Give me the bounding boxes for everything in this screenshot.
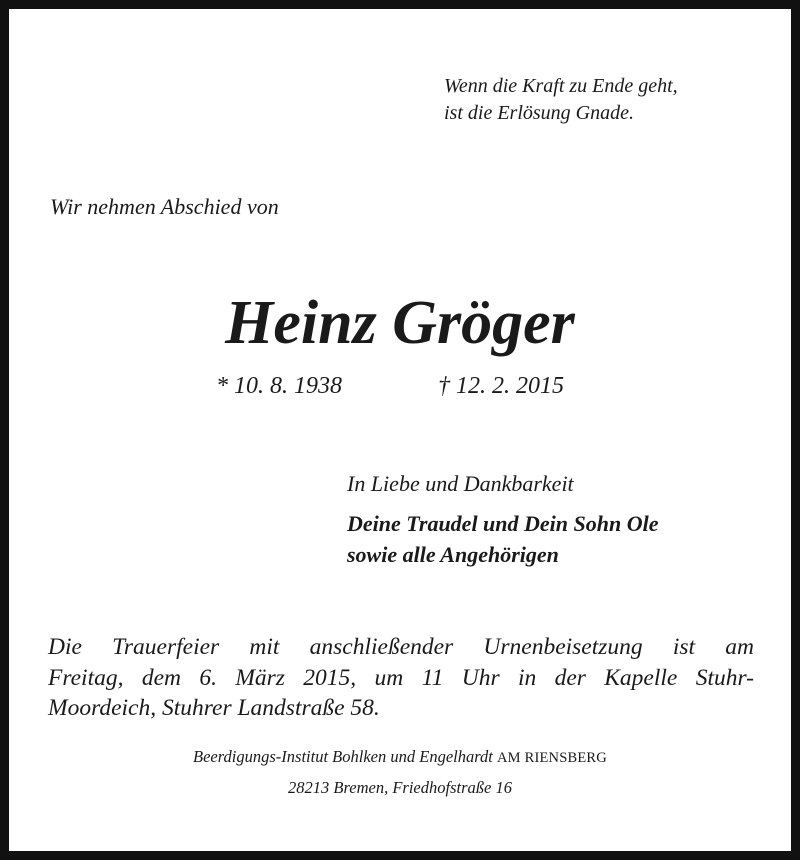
mourners-line: Deine Traudel und Dein Sohn Ole (347, 511, 659, 536)
motto-line: Wenn die Kraft zu Ende geht, (444, 75, 678, 97)
undertaker-name-line (0, 742, 800, 773)
farewell-intro: Wir nehmen Abschied von (50, 194, 279, 219)
ceremony-line: Die Trauerfeier mit anschließender Urnenbeisetzung ist am (48, 634, 754, 660)
death-date: † 12. 2. 2015 (438, 373, 564, 399)
mourners-intro: In Liebe und Dankbarkeit (347, 471, 574, 496)
ceremony-line: Freitag, dem 6. März 2015, um 11 Uhr in der Kapelle Stuhr- (48, 664, 754, 691)
birth-date: * 10. 8. 1938 (216, 373, 342, 399)
ceremony-notice (48, 632, 754, 724)
motto-line: ist die Erlösung Gnade. (444, 102, 634, 124)
deceased-name: Heinz Gröger (225, 289, 575, 357)
undertaker-branch: AM RIENSBERG (497, 750, 607, 766)
undertaker-info (0, 742, 800, 802)
undertaker-address: 28213 Bremen, Friedhofstraße 16 (288, 778, 512, 797)
motto-quote (444, 73, 774, 127)
mourners-line: sowie alle Angehörigen (347, 542, 559, 567)
mourners-list (347, 508, 659, 570)
ceremony-line: Moordeich, Stuhrer Landstraße 58. (48, 695, 380, 721)
undertaker-name: Beerdigungs-Institut Bohlken und Engelhardt (193, 747, 493, 766)
